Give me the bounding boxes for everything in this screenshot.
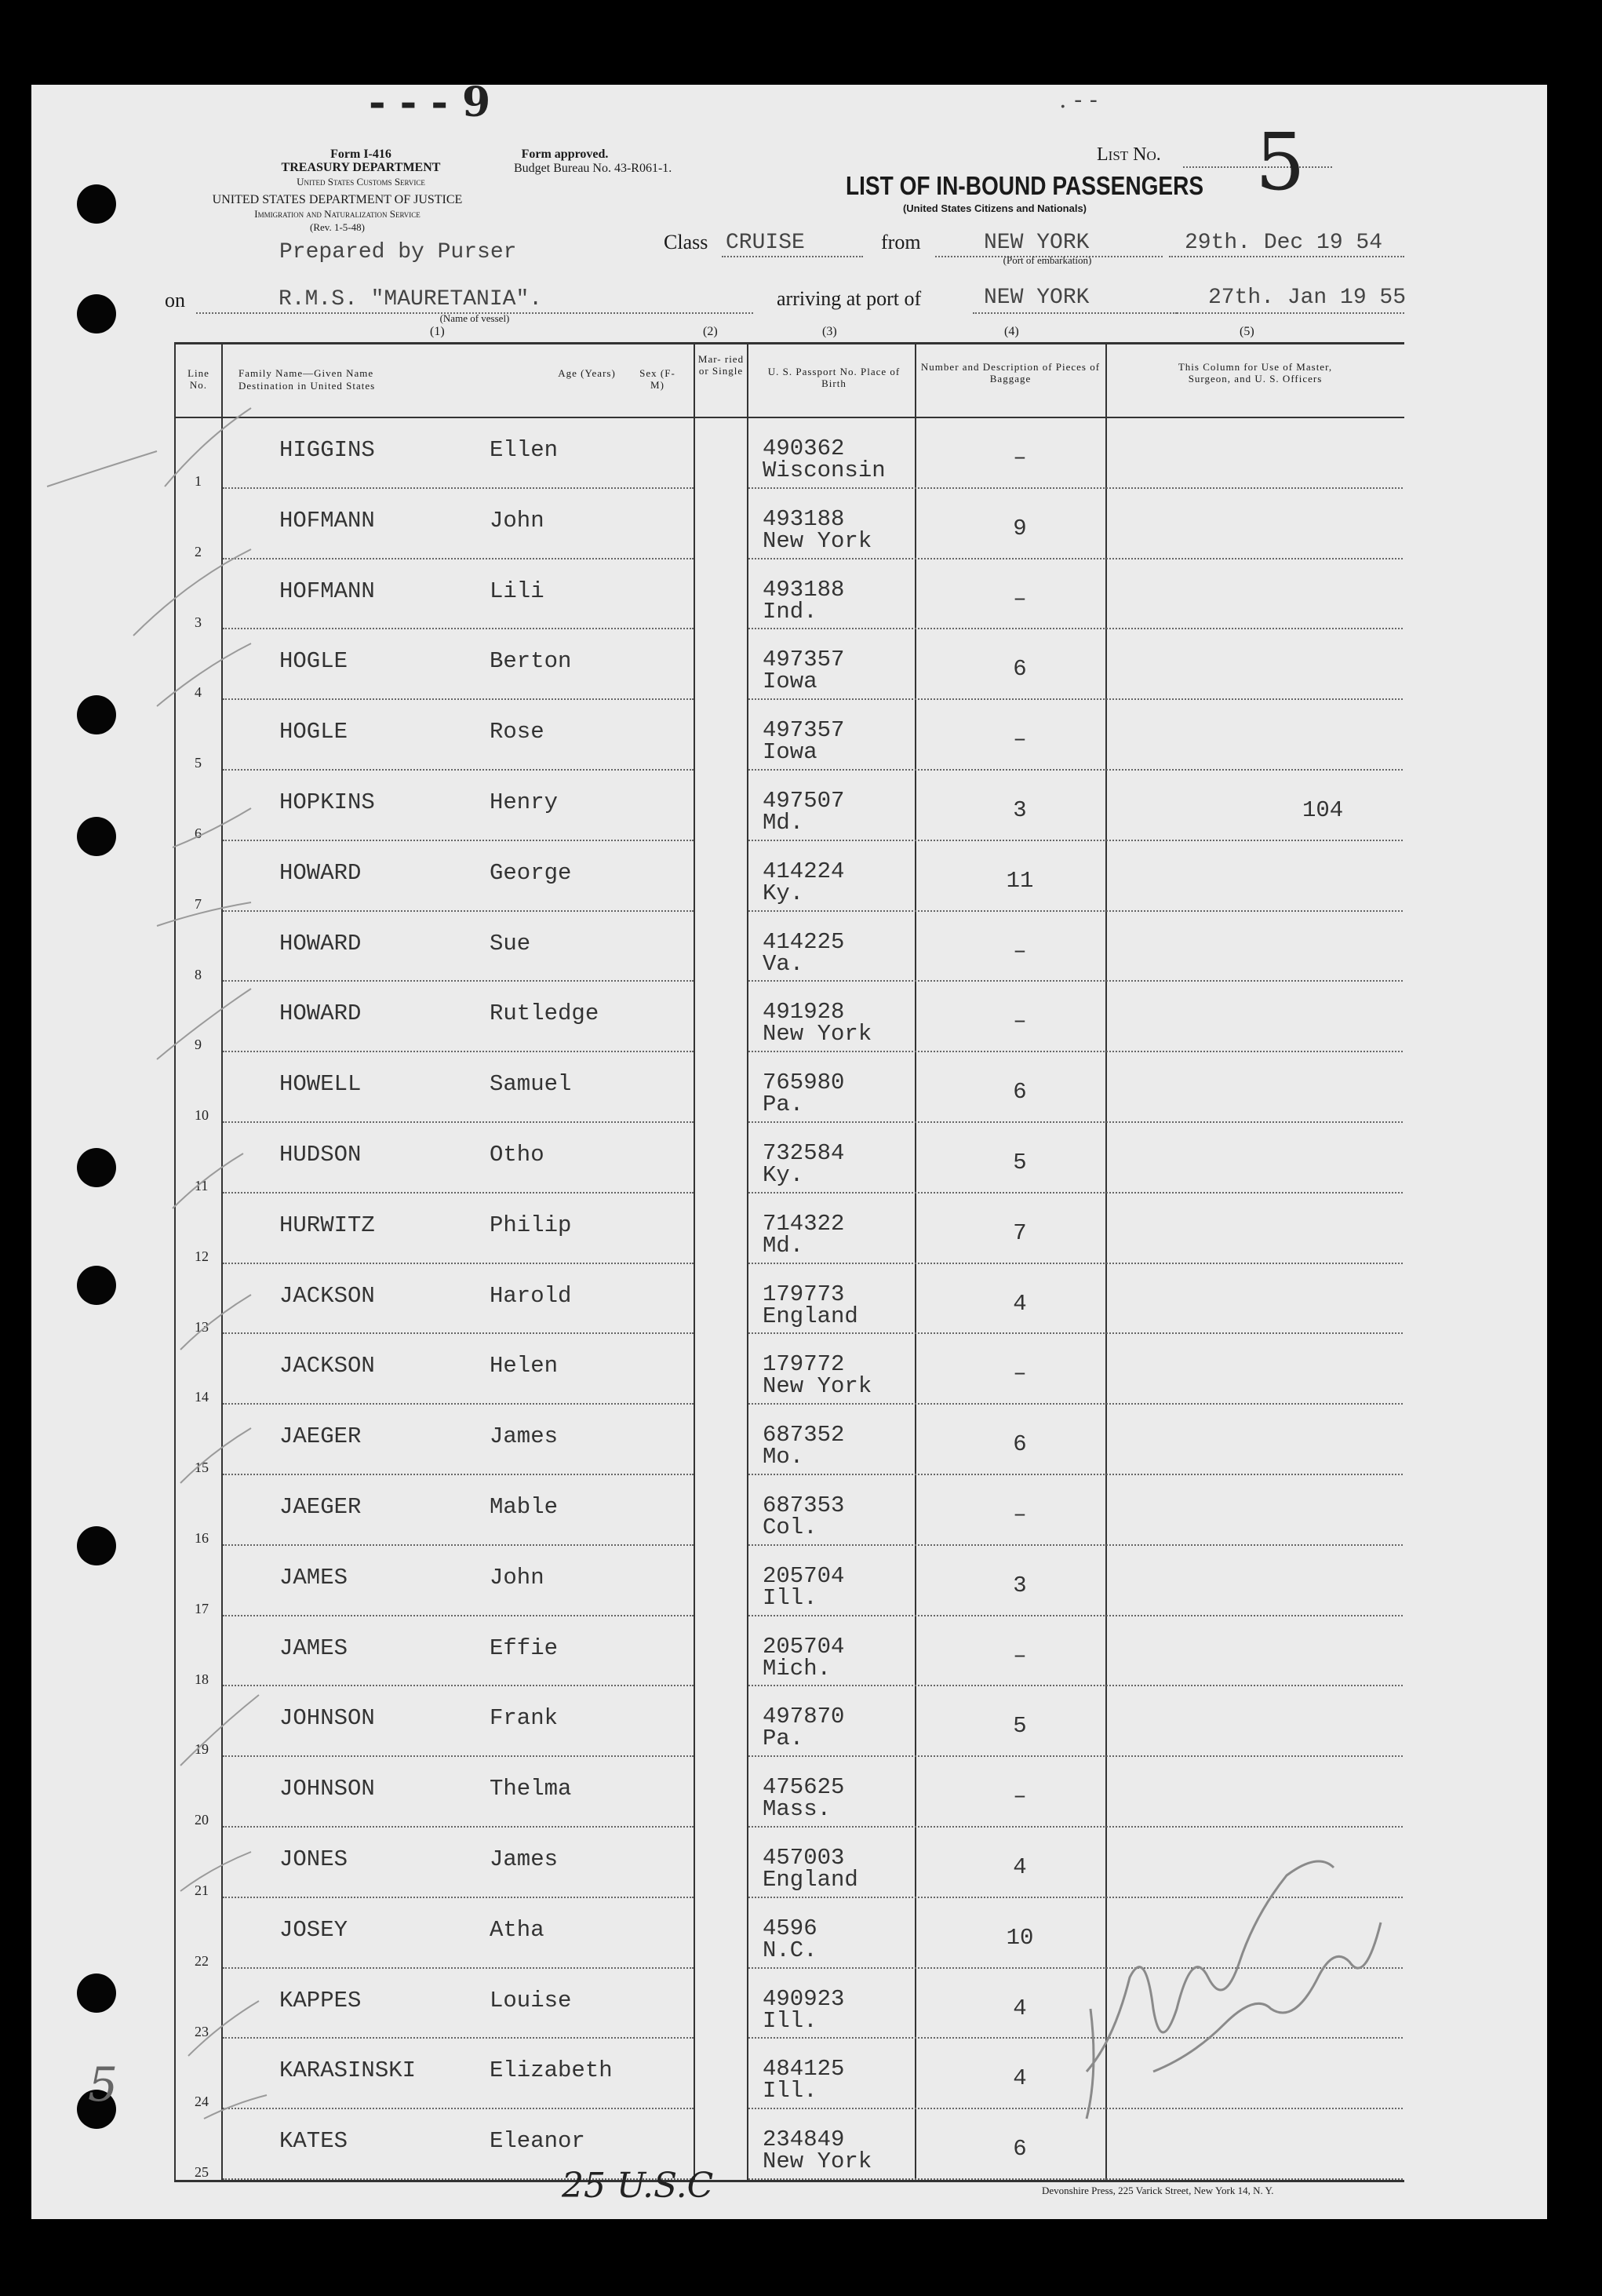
- top-scribble: - - - 9: [369, 78, 491, 126]
- row-separator: [748, 558, 1403, 559]
- baggage-count: 6: [1013, 656, 1027, 683]
- family-name: HOGLE: [279, 719, 348, 745]
- list-no-label: List No.: [1097, 144, 1161, 165]
- list-no-value: 5: [1255, 116, 1305, 208]
- passport-number: 491928: [763, 999, 845, 1026]
- family-name: HOWARD: [279, 930, 362, 957]
- handwritten-total: 25 U.S.C: [562, 2166, 714, 2206]
- family-name: KAPPES: [279, 1987, 362, 2014]
- place-of-birth: Va.: [763, 950, 804, 977]
- passport-number: 414224: [763, 858, 845, 884]
- passport-number: 490923: [763, 1985, 845, 2012]
- row-separator: [223, 628, 694, 629]
- punch-hole: [77, 294, 116, 333]
- port-embarkation-label: (Port of embarkation): [1003, 254, 1092, 266]
- row-separator: [748, 1615, 1403, 1616]
- family-name: JAMES: [279, 1635, 348, 1661]
- given-name: Helen: [490, 1353, 559, 1379]
- row-separator: [748, 1474, 1403, 1475]
- given-name: Harold: [490, 1282, 572, 1309]
- baggage-count: 4: [1013, 1290, 1027, 1317]
- row-separator: [748, 2178, 1403, 2180]
- baggage-count: 5: [1013, 1713, 1027, 1740]
- place-of-birth: Md.: [763, 1232, 804, 1259]
- line-number: 20: [195, 1812, 209, 1828]
- row-separator: [223, 840, 694, 841]
- header-destination: Destination in United States: [238, 380, 376, 392]
- row-separator: [223, 1332, 694, 1334]
- passport-number: 205704: [763, 1633, 845, 1660]
- customs-service: United States Customs Service: [297, 176, 425, 188]
- place-of-birth: Mass.: [763, 1796, 832, 1823]
- punch-hole: [77, 817, 116, 856]
- place-of-birth: New York: [763, 1021, 872, 1048]
- passport-number: 490362: [763, 436, 845, 461]
- place-of-birth: New York: [763, 2148, 872, 2175]
- passport-number: 205704: [763, 1562, 845, 1589]
- line-number: 10: [195, 1107, 209, 1124]
- row-separator: [223, 910, 694, 912]
- table-top-border: [174, 342, 1404, 344]
- row-separator: [748, 1051, 1403, 1052]
- given-name: Elizabeth: [490, 2057, 613, 2084]
- family-name: HOWARD: [279, 1000, 362, 1027]
- line-number: 22: [195, 1952, 209, 1969]
- baggage-count: –: [1013, 445, 1027, 471]
- baggage-count: 10: [1006, 1924, 1034, 1951]
- row-separator: [223, 769, 694, 771]
- given-name: Ellen: [490, 437, 559, 463]
- line-number: 5: [195, 755, 202, 771]
- line-number: 21: [195, 1882, 209, 1898]
- table-divider-married-left: [694, 342, 695, 2181]
- baggage-count: –: [1013, 938, 1027, 964]
- family-name: JACKSON: [279, 1353, 375, 1379]
- row-separator: [748, 1121, 1403, 1123]
- row-separator: [223, 1615, 694, 1616]
- revision: (Rev. 1-5-48): [310, 221, 365, 233]
- table-bottom-border: [174, 2180, 1404, 2182]
- passport-number: 497357: [763, 717, 845, 744]
- place-of-birth: Iowa: [763, 669, 817, 695]
- line-number: 23: [195, 2023, 209, 2039]
- place-of-birth: Md.: [763, 810, 804, 836]
- family-name: JOSEY: [279, 1916, 348, 1943]
- baggage-count: 6: [1013, 2136, 1027, 2163]
- arrival-date-line: [1177, 312, 1404, 314]
- row-separator: [223, 1403, 694, 1405]
- passport-number: 714322: [763, 1210, 845, 1237]
- passport-number: 234849: [763, 2127, 845, 2153]
- punch-hole: [77, 1526, 116, 1565]
- given-name: John: [490, 1564, 544, 1591]
- given-name: Otho: [490, 1142, 544, 1168]
- baggage-count: –: [1013, 1642, 1027, 1669]
- row-separator: [223, 1685, 694, 1686]
- header-baggage: Number and Description of Pieces of Baggage: [920, 361, 1101, 384]
- prepared-by: Prepared by Purser: [279, 240, 517, 264]
- class-line: [722, 256, 863, 257]
- given-name: Sue: [490, 930, 531, 957]
- line-number: 4: [195, 684, 202, 701]
- given-name: Henry: [490, 789, 559, 815]
- place-of-birth: Pa.: [763, 1092, 804, 1118]
- row-separator: [748, 698, 1403, 700]
- family-name: KARASINSKI: [279, 2057, 417, 2084]
- class-label: Class: [664, 231, 708, 253]
- row-separator: [748, 1544, 1403, 1546]
- vessel-label: (Name of vessel): [439, 312, 510, 324]
- punch-hole: [77, 695, 116, 734]
- family-name: HIGGINS: [279, 437, 375, 463]
- baggage-count: 6: [1013, 1079, 1027, 1106]
- margin-number: 5: [88, 2057, 118, 2112]
- family-name: HOFMANN: [279, 578, 375, 604]
- family-name: JACKSON: [279, 1282, 375, 1309]
- given-name: Samuel: [490, 1071, 572, 1098]
- form-approved: Form approved.: [521, 148, 609, 161]
- row-separator: [223, 1826, 694, 1828]
- line-number: 6: [195, 825, 202, 841]
- top-right-mark: . - -: [1059, 86, 1098, 114]
- passport-number: 497507: [763, 788, 845, 814]
- given-name: Berton: [490, 648, 572, 675]
- from-value: NEW YORK: [984, 231, 1090, 255]
- col-num-3: (3): [822, 325, 837, 338]
- treasury-dept: TREASURY DEPARTMENT: [281, 161, 441, 174]
- vessel-name: R.M.S. "MAURETANIA".: [279, 287, 543, 312]
- family-name: JONES: [279, 1846, 348, 1872]
- row-separator: [223, 487, 694, 489]
- punch-hole: [77, 1148, 116, 1187]
- passport-number: 497357: [763, 647, 845, 673]
- col-num-2: (2): [703, 325, 718, 338]
- passport-number: 457003: [763, 1845, 845, 1871]
- line-number: 19: [195, 1741, 209, 1758]
- row-separator: [223, 1121, 694, 1123]
- passport-number: 687353: [763, 1492, 845, 1518]
- arrival-port-line: [973, 312, 1177, 314]
- line-number: 9: [195, 1037, 202, 1053]
- family-name: HOPKINS: [279, 789, 375, 815]
- depart-date-line: [1169, 256, 1404, 257]
- given-name: Frank: [490, 1705, 559, 1732]
- row-separator: [748, 1967, 1403, 1969]
- line-number: 25: [195, 2164, 209, 2181]
- punch-hole: [77, 184, 116, 224]
- place-of-birth: Iowa: [763, 739, 817, 766]
- baggage-count: –: [1013, 1784, 1027, 1810]
- row-separator: [223, 558, 694, 559]
- arriving-label: arriving at port of: [777, 287, 922, 310]
- col-num-1: (1): [430, 325, 445, 338]
- row-separator: [223, 2037, 694, 2039]
- passport-number: 497870: [763, 1704, 845, 1730]
- line-number: 13: [195, 1318, 209, 1335]
- baggage-count: –: [1013, 727, 1027, 753]
- row-separator: [748, 910, 1403, 912]
- header-sex: Sex (F-M): [639, 367, 675, 391]
- family-name: KATES: [279, 2128, 348, 2155]
- row-separator: [223, 1755, 694, 1757]
- passport-number: 475625: [763, 1774, 845, 1801]
- baggage-count: –: [1013, 1008, 1027, 1035]
- row-separator: [223, 1192, 694, 1194]
- family-name: JOHNSON: [279, 1705, 375, 1732]
- baggage-count: 11: [1006, 867, 1034, 894]
- baggage-count: 6: [1013, 1431, 1027, 1458]
- given-name: Rose: [490, 719, 544, 745]
- family-name: JOHNSON: [279, 1776, 375, 1802]
- passport-number: 732584: [763, 1140, 845, 1166]
- budget-bureau: Budget Bureau No. 43-R061-1.: [514, 162, 672, 175]
- on-label: on: [165, 289, 185, 312]
- passport-number: 179773: [763, 1281, 845, 1307]
- given-name: James: [490, 1423, 559, 1450]
- row-separator: [748, 980, 1403, 982]
- baggage-count: 5: [1013, 1150, 1027, 1175]
- row-separator: [748, 2037, 1403, 2039]
- row-separator: [223, 1263, 694, 1264]
- given-name: Atha: [490, 1916, 544, 1943]
- line-number: 15: [195, 1460, 209, 1476]
- given-name: Louise: [490, 1987, 572, 2014]
- place-of-birth: England: [763, 1303, 858, 1329]
- row-separator: [748, 769, 1403, 771]
- table-left-border: [174, 342, 176, 2181]
- form-number: Form I-416: [330, 148, 391, 161]
- family-name: HUDSON: [279, 1142, 362, 1168]
- line-number: 14: [195, 1389, 209, 1405]
- row-separator: [223, 980, 694, 982]
- header-age: Age (Years): [558, 367, 616, 379]
- row-separator: [748, 1263, 1403, 1264]
- punch-hole: [77, 1973, 116, 2013]
- arrival-date: 27th. Jan 19 55: [1208, 286, 1407, 310]
- baggage-count: 4: [1013, 2065, 1027, 2092]
- header-married: Mar- ried or Single: [697, 353, 745, 377]
- baggage-count: 9: [1013, 515, 1027, 541]
- line-number: 12: [195, 1248, 209, 1264]
- place-of-birth: N.C.: [763, 1937, 817, 1963]
- place-of-birth: Wisconsin: [763, 457, 886, 483]
- header-officers: This Column for Use of Master, Surgeon, and U. S. Officers: [1178, 361, 1333, 384]
- given-name: Thelma: [490, 1776, 572, 1802]
- punch-hole: [77, 1266, 116, 1305]
- line-number: 8: [195, 966, 202, 982]
- col-num-5: (5): [1240, 325, 1254, 338]
- row-separator: [748, 1685, 1403, 1686]
- given-name: Effie: [490, 1635, 559, 1661]
- row-separator: [223, 1051, 694, 1052]
- given-name: James: [490, 1846, 559, 1872]
- row-separator: [748, 628, 1403, 629]
- passport-number: 765980: [763, 1070, 845, 1096]
- given-name: Eleanor: [490, 2128, 585, 2155]
- place-of-birth: England: [763, 1867, 858, 1893]
- table-header-border: [174, 417, 1404, 418]
- ins-service: Immigration and Naturalization Service: [254, 208, 421, 220]
- row-separator: [748, 840, 1403, 841]
- family-name: HOWELL: [279, 1071, 362, 1098]
- given-name: Rutledge: [490, 1000, 599, 1027]
- row-separator: [748, 2108, 1403, 2109]
- header-name: Family Name—Given Name: [238, 367, 374, 379]
- passport-number: 179772: [763, 1351, 845, 1378]
- given-name: Mable: [490, 1494, 559, 1520]
- place-of-birth: Ky.: [763, 1162, 804, 1188]
- from-label: from: [881, 231, 921, 253]
- place-of-birth: New York: [763, 527, 872, 554]
- baggage-count: 4: [1013, 1995, 1027, 2021]
- place-of-birth: Ill.: [763, 1584, 817, 1611]
- line-number: 11: [195, 1178, 209, 1194]
- row-separator: [748, 1403, 1403, 1405]
- officer-note: 104: [1302, 797, 1344, 823]
- row-separator: [223, 1967, 694, 1969]
- family-name: HOGLE: [279, 648, 348, 675]
- row-separator: [748, 1755, 1403, 1757]
- place-of-birth: Mo.: [763, 1444, 804, 1471]
- family-name: HOFMANN: [279, 507, 375, 534]
- place-of-birth: Mich.: [763, 1655, 832, 1682]
- row-separator: [748, 1332, 1403, 1334]
- baggage-count: 3: [1013, 1572, 1027, 1598]
- place-of-birth: Pa.: [763, 1726, 804, 1752]
- passport-number: 493188: [763, 505, 845, 532]
- passport-number: 4596: [763, 1915, 817, 1941]
- baggage-count: 7: [1013, 1219, 1027, 1246]
- form-title: LIST OF IN-BOUND PASSENGERS: [846, 171, 1204, 200]
- place-of-birth: Col.: [763, 1514, 817, 1540]
- given-name: Lili: [490, 578, 544, 604]
- baggage-count: 3: [1013, 797, 1027, 823]
- family-name: HOWARD: [279, 859, 362, 886]
- baggage-count: 4: [1013, 1854, 1027, 1880]
- line-number: 18: [195, 1671, 209, 1687]
- passport-number: 414225: [763, 928, 845, 955]
- passport-number: 493188: [763, 576, 845, 603]
- arrival-port: NEW YORK: [984, 286, 1090, 310]
- row-separator: [748, 1826, 1403, 1828]
- row-separator: [748, 1192, 1403, 1194]
- header-line-no: Line No.: [188, 367, 209, 391]
- place-of-birth: Ill.: [763, 2078, 817, 2105]
- place-of-birth: Ill.: [763, 2007, 817, 2034]
- family-name: HURWITZ: [279, 1212, 375, 1238]
- class-value: CRUISE: [726, 231, 805, 255]
- place-of-birth: Ind.: [763, 598, 817, 625]
- form-subtitle: (United States Citizens and Nationals): [902, 202, 1087, 214]
- family-name: JAMES: [279, 1564, 348, 1591]
- place-of-birth: Ky.: [763, 880, 804, 906]
- depart-date: 29th. Dec 19 54: [1185, 231, 1383, 255]
- given-name: Philip: [490, 1212, 572, 1238]
- passport-number: 484125: [763, 2056, 845, 2083]
- row-separator: [223, 1474, 694, 1475]
- baggage-count: –: [1013, 1502, 1027, 1528]
- given-name: George: [490, 859, 572, 886]
- col-num-4: (4): [1004, 325, 1019, 338]
- row-separator: [223, 1897, 694, 1898]
- row-separator: [223, 1544, 694, 1546]
- passport-number: 687352: [763, 1422, 845, 1449]
- place-of-birth: New York: [763, 1373, 872, 1400]
- family-name: JAEGER: [279, 1423, 362, 1450]
- justice-dept: UNITED STATES DEPARTMENT OF JUSTICE: [212, 193, 463, 206]
- row-separator: [223, 2108, 694, 2109]
- line-number: 3: [195, 614, 202, 630]
- line-number: 17: [195, 1600, 209, 1616]
- baggage-count: –: [1013, 1361, 1027, 1387]
- row-separator: [748, 1897, 1403, 1898]
- printer-credit: Devonshire Press, 225 Varick Street, New York 14, N. Y.: [1042, 2185, 1274, 2196]
- line-number: 24: [195, 2094, 209, 2110]
- line-number: 1: [195, 473, 202, 489]
- family-name: JAEGER: [279, 1494, 362, 1520]
- line-number: 16: [195, 1530, 209, 1546]
- baggage-count: –: [1013, 585, 1027, 612]
- row-separator: [748, 487, 1403, 489]
- line-number: 7: [195, 895, 202, 912]
- row-separator: [223, 698, 694, 700]
- header-passport: U. S. Passport No. Place of Birth: [767, 366, 901, 389]
- line-number: 2: [195, 543, 202, 559]
- given-name: John: [490, 507, 544, 534]
